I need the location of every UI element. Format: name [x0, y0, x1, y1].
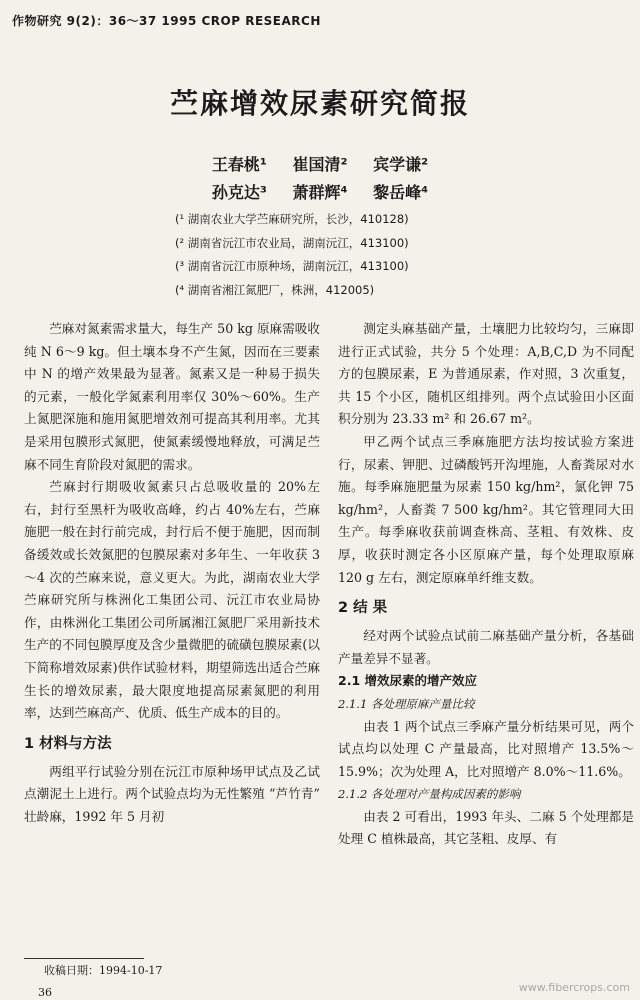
affiliation: (⁴ 湖南省湘江氮肥厂，株洲，412005): [175, 282, 375, 297]
page-number: 36: [38, 986, 52, 999]
body-paragraph: 由表 1 两个试点三季麻产量分析结果可见，两个试点均以处理 C 产量最高，比对照增产 13.5%～15.9%；次为处理 A，比对照增产 8.0%～11.6%。: [338, 718, 634, 779]
subsubsection-heading: 2.1.2 各处理对产量构成因素的影响: [338, 787, 521, 802]
running-head: 作物研究 9(2)：36～37 1995 CROP RESEARCH: [12, 14, 321, 28]
body-paragraph: 两组平行试验分别在沅江市原种场甲试点及乙试点潮泥土上进行。两个试验点均为无性繁殖 “芦竹青” 壮龄麻，1992 年 5 月初: [24, 763, 320, 824]
received-date-footnote: 收稿日期：1994-10-17: [44, 964, 163, 977]
body-paragraph: 经对两个试验点试前二麻基础产量分析，各基础产量差异不显著。: [338, 628, 634, 666]
right-column: [338, 318, 634, 851]
affiliation: (² 湖南省沅江市农业局，湖南沅江，413100): [175, 235, 409, 250]
body-paragraph: 由表 2 可看出，1993 年头、二麻 5 个处理都是处理 C 植株最高，其它茎粗、皮厚、有: [338, 808, 634, 847]
author-row-1: [0, 152, 640, 175]
affiliation: (¹ 湖南农业大学苎麻研究所，长沙，410128): [175, 212, 409, 226]
paper-title: 苎麻增效尿素研究简报: [169, 87, 470, 120]
section-heading-results: 2 结 果: [338, 600, 388, 617]
author-name: 孙克达³: [211, 183, 267, 202]
author-name: 宾学谦²: [373, 155, 429, 174]
section-heading-materials: 1 材料与方法: [24, 735, 112, 752]
author-row-2: [0, 180, 640, 203]
affiliation: (³ 湖南省沅江市原种场，湖南沅江，413100): [175, 259, 409, 273]
watermark: www.fibercrops.com: [518, 981, 630, 994]
author-name: 崔国清²: [292, 155, 348, 174]
author-name: 萧群辉⁴: [292, 183, 348, 202]
affiliations: [175, 208, 409, 302]
author-name: 王春桃¹: [211, 155, 267, 174]
body-paragraph: 甲乙两个试点三季麻施肥方法均按试验方案进行，尿素、钾肥、过磷酸钙开沟埋施，人畜粪尿对水施。每季麻施肥量为尿素 150 kg/hm²，氯化钾 75 kg/hm²，人畜粪 7 500 kg/hm²。其它管理同大田生产。每季麻收获前调查株高、茎粗、有效株、皮厚，收获时测定各小区原麻产量，每个处理取原麻 120 g 左右，测定原麻单纤维支数。: [338, 433, 634, 585]
subsubsection-heading: 2.1.1 各处理原麻产量比较: [338, 696, 475, 711]
author-name: 黎岳峰⁴: [373, 183, 429, 202]
body-paragraph: 测定头麻基础产量，土壤肥力比较均匀，三麻即进行正式试验，共分 5 个处理：A,B,C,D 为不同配方的包膜尿素，E 为普通尿素，作对照，3 次重复，共 15 个小区，随机区组排列。两个点试验田小区面积分别为 23.33 m² 和 26.67 m²。: [338, 321, 634, 427]
subsection-heading: 2.1 增效尿素的增产效应: [338, 673, 477, 689]
body-paragraph: 苎麻封行期吸收氮素只占总吸收量的 20%左右，封行至黑杆为吸收高峰，约占 40%左右，苎麻施肥一般在封行前完成，封行后不便于施肥，因而制备缓效或长效氮肥的包膜尿素对多年生、一年收获 3～4 次的苎麻来说，意义更大。为此，湖南农业大学苎麻研究所与株洲化工集团公司、沅江市农业局协作，由株洲化工集团公司所属湘江氮肥厂采用新技术生产的不同包膜厚度及含少量微肥的硫磺包膜尿素(以下简称增效尿素)供作试验材料，期望筛选出适合苎麻生长的增效尿素，最大限度地提高尿素氮肥的利用率，达到苎麻高产、优质、低生产成本的目的。: [24, 479, 320, 721]
body-paragraph: 苎麻对氮素需求量大，每生产 50 kg 原麻需吸收纯 N 6～9 kg。但土壤本身不产生氮，因而在三要素中 N 的增产效果最为显著。氮素又是一种易于损失的元素，一般化学氮素利用率仅 30%～60%。生产上氮肥深施和施用氮肥增效剂可提高其利用率。尤其是采用包膜形式氮肥，使氮素缓慢地释放，可满足苎麻不同生育阶段对氮肥的需求。: [24, 321, 320, 472]
left-column: [24, 318, 320, 828]
footnote-rule: [24, 958, 144, 959]
